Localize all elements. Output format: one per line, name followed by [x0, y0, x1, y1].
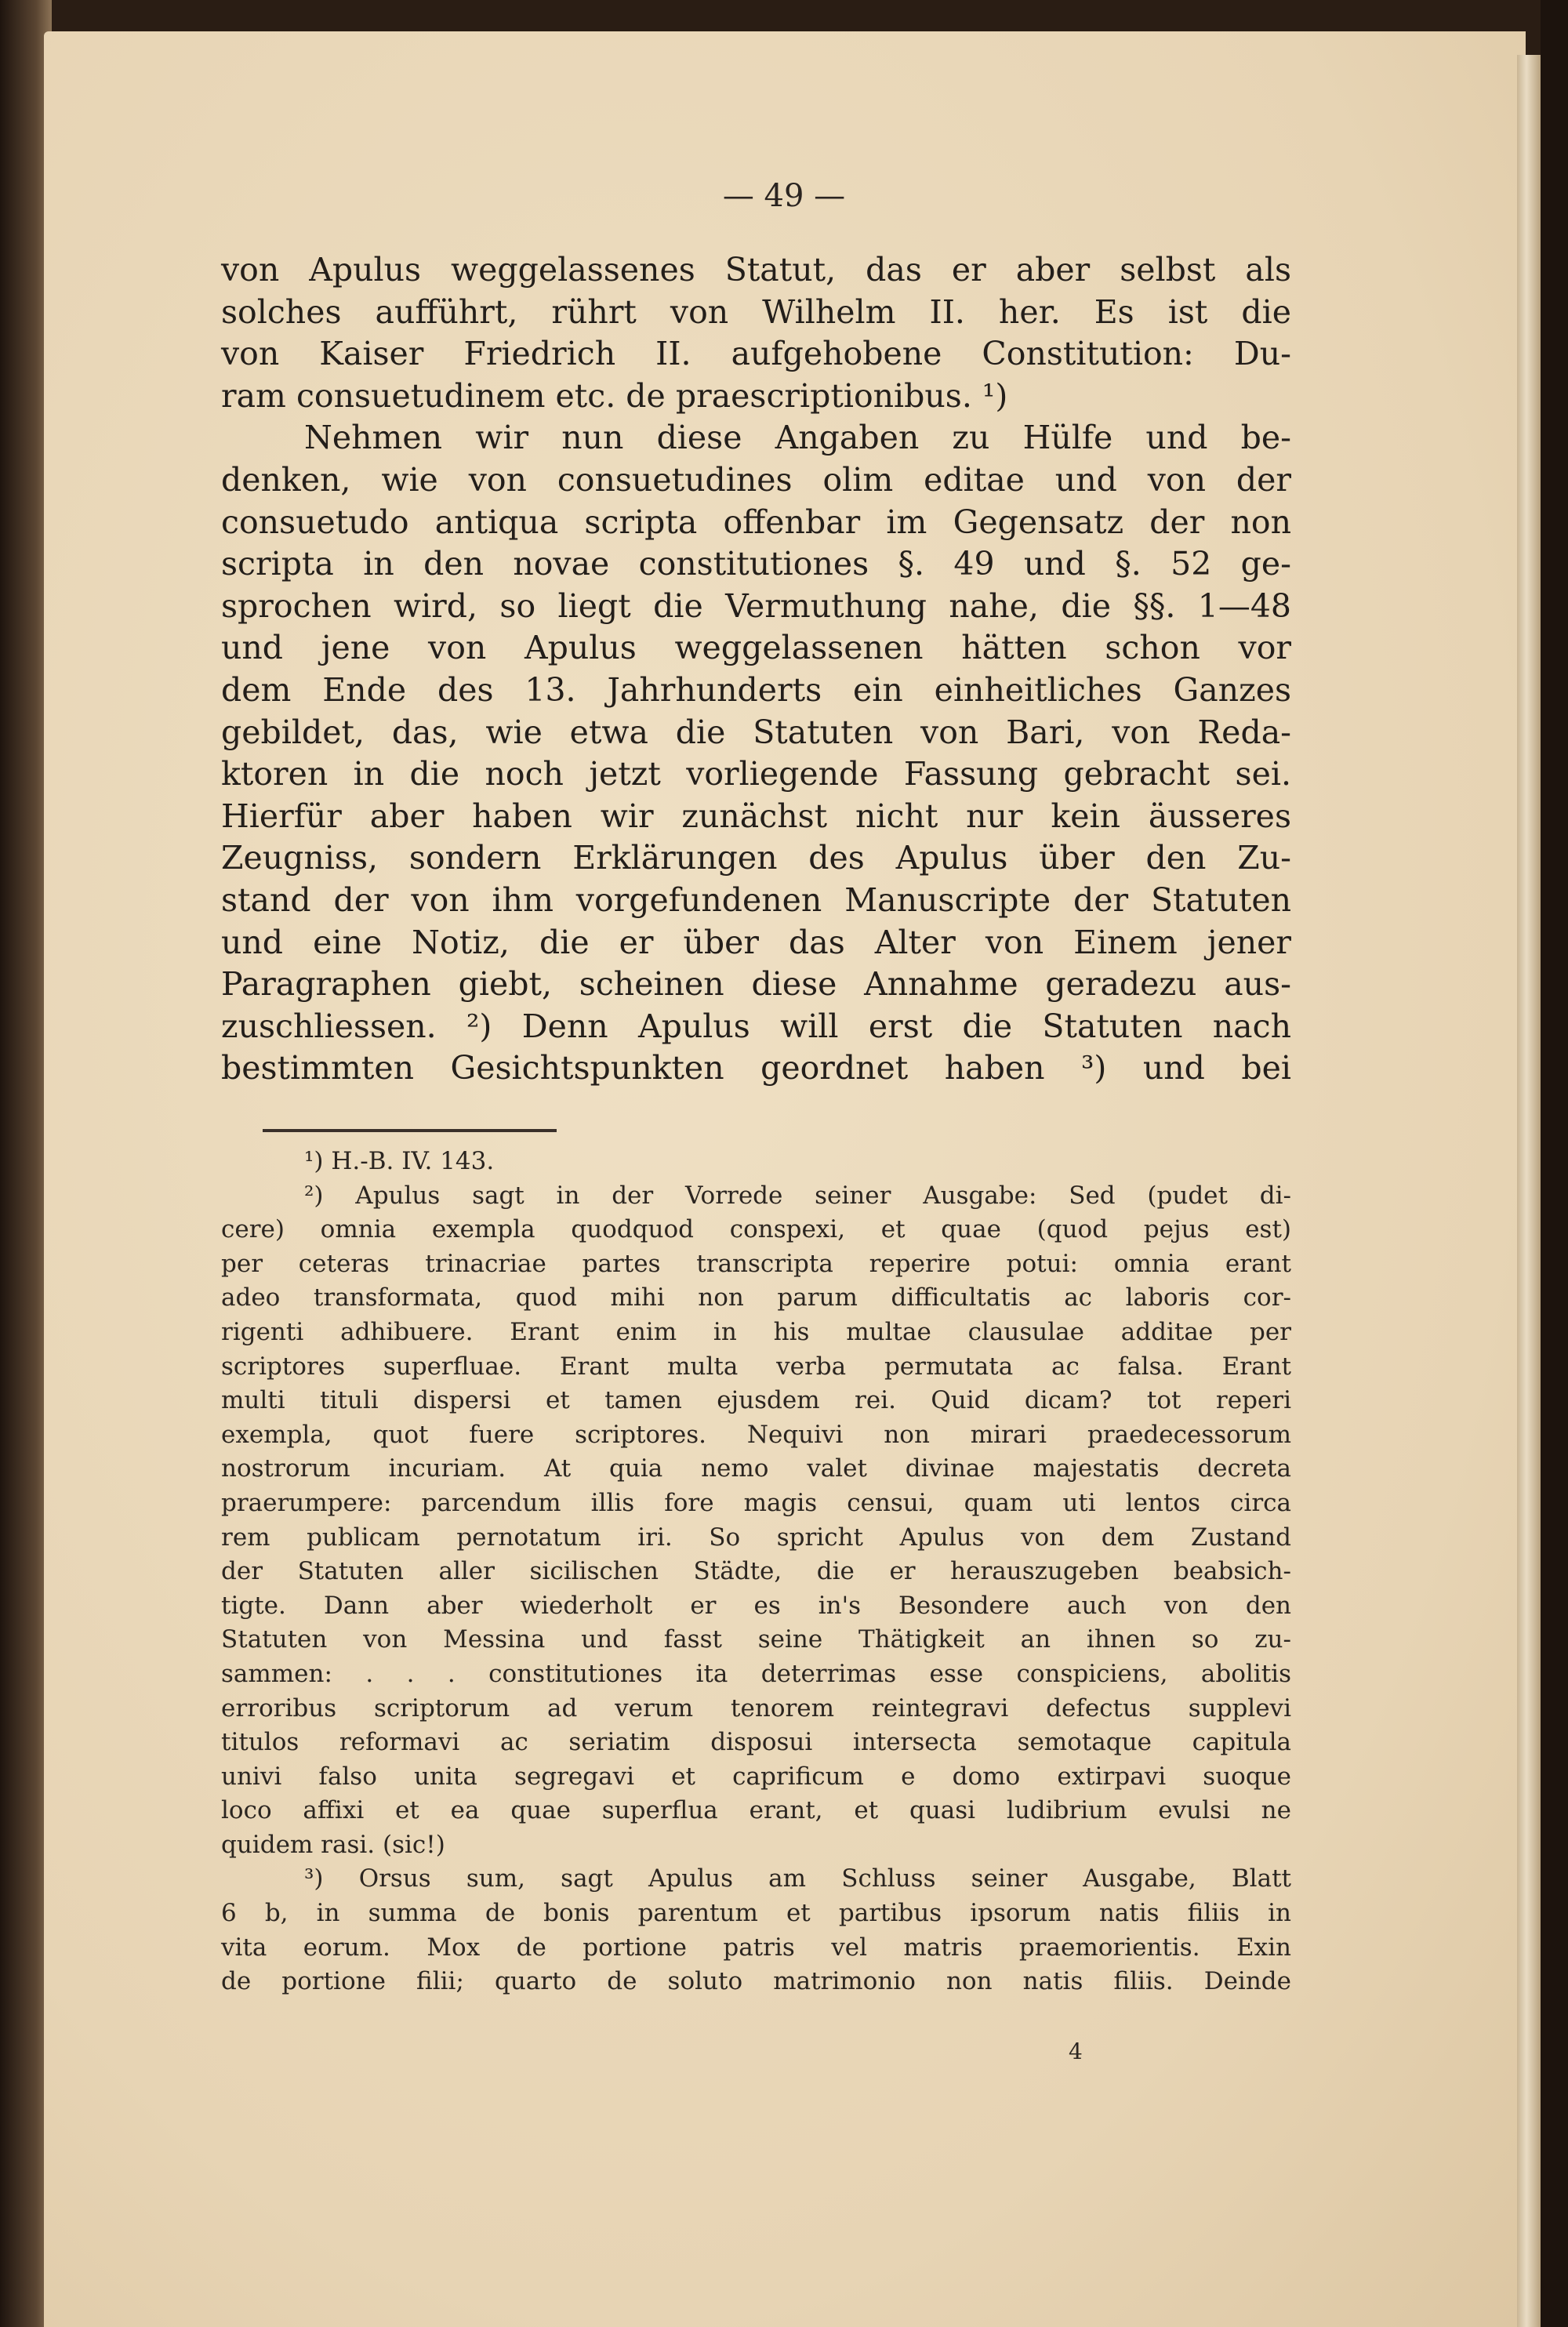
- text-line: scripta in den novae constitutiones §. 49 und §. 52 ge-: [221, 545, 1291, 583]
- footnote-line: loco affixi et ea quae superflua erant, et quasi ludibrium evulsi ne: [221, 1796, 1291, 1825]
- page-number: — 49 —: [722, 178, 846, 214]
- footnote-line: multi tituli dispersi et tamen ejusdem rei. Quid dicam? tot reperi: [221, 1386, 1291, 1415]
- footnote-line: adeo transformata, quod mihi non parum difficultatis ac laboris cor-: [221, 1283, 1291, 1312]
- footnote-line: der Statuten aller sicilischen Städte, die er herauszugeben beabsich-: [221, 1557, 1291, 1586]
- footnote-line: erroribus scriptorum ad verum tenorem reintegravi defectus supplevi: [221, 1694, 1291, 1723]
- footnote-line: Statuten von Messina und fasst seine Thätigkeit an ihnen so zu-: [221, 1625, 1291, 1654]
- footnote-line: cere) omnia exempla quodquod conspexi, et quae (quod pejus est): [221, 1215, 1291, 1244]
- footnote-line: titulos reformavi ac seriatim disposui intersecta semotaque capitula: [221, 1728, 1291, 1757]
- footnote-line: exempla, quot fuere scriptores. Nequivi non mirari praedecessorum: [221, 1420, 1291, 1449]
- text-line: bestimmten Gesichtspunkten geordnet haben ³) und bei: [221, 1049, 1291, 1087]
- text-line: zuschliessen. ²) Denn Apulus will erst die Statuten nach: [221, 1007, 1291, 1045]
- footnote-line: per ceteras trinacriae partes transcripta reperire potui: omnia erant: [221, 1249, 1291, 1278]
- text-line: ktoren in die noch jetzt vorliegende Fassung gebracht sei.: [221, 755, 1291, 793]
- text-line: solches aufführt, rührt von Wilhelm II. her. Es ist die: [221, 292, 1291, 331]
- footnote-rule: [263, 1129, 557, 1132]
- footnote-line: quidem rasi. (sic!): [221, 1830, 445, 1859]
- footnote-line: univi falso unita segregavi et caprificum e domo extirpavi suoque: [221, 1762, 1291, 1791]
- text-line: und eine Notiz, die er über das Alter von Einem jener: [221, 923, 1291, 961]
- text-line: von Apulus weggelassenes Statut, das er aber selbst als: [221, 251, 1291, 289]
- text-line: stand der von ihm vorgefundenen Manuscripte der Statuten: [221, 880, 1291, 919]
- footnote-line: rem publicam pernotatum iri. So spricht Apulus von dem Zustand: [221, 1523, 1291, 1552]
- footnote-line: sammen: . . . constitutiones ita deterrimas esse conspiciens, abolitis: [221, 1659, 1291, 1688]
- background: [1541, 0, 1568, 2327]
- text-line: und jene von Apulus weggelassenen hätten schon vor: [221, 629, 1291, 667]
- footnote-line: scriptores superfluae. Erant multa verba permutata ac falsa. Erant: [221, 1352, 1291, 1381]
- page-edges: [1517, 55, 1541, 2327]
- body-text: [221, 249, 1291, 1090]
- text-line: ram consuetudinem etc. de praescriptionibus. ¹): [221, 376, 1008, 415]
- footnote-line: praerumpere: parcendum illis fore magis censui, quam uti lentos circa: [221, 1488, 1291, 1517]
- text-line: consuetudo antiqua scripta offenbar im Gegensatz der non: [221, 503, 1291, 541]
- text-line: von Kaiser Friedrich II. aufgehobene Constitution: Du-: [221, 335, 1291, 373]
- footnote-line: nostrorum incuriam. At quia nemo valet divinae majestatis decreta: [221, 1454, 1291, 1483]
- text-line: sprochen wird, so liegt die Vermuthung nahe, die §§. 1—48: [221, 586, 1291, 625]
- footnote-line: ³) Orsus sum, sagt Apulus am Schluss seiner Ausgabe, Blatt: [304, 1864, 1291, 1893]
- text-line: Hierfür aber haben wir zunächst nicht nur kein äusseres: [221, 797, 1291, 835]
- footnote-line: tigte. Dann aber wiederholt er es in's Besondere auch von den: [221, 1591, 1291, 1620]
- text-line: Nehmen wir nun diese Angaben zu Hülfe und be-: [304, 419, 1291, 457]
- footnote-line: ¹) H.-B. IV. 143.: [304, 1147, 495, 1175]
- footnote-line: ²) Apulus sagt in der Vorrede seiner Ausgabe: Sed (pudet di-: [304, 1181, 1291, 1210]
- footnote-line: rigenti adhibuere. Erant enim in his multae clausulae additae per: [221, 1317, 1291, 1346]
- footnotes: [221, 1145, 1291, 1999]
- signature-mark: 4: [1069, 2038, 1083, 2064]
- text-line: Zeugniss, sondern Erklärungen des Apulus über den Zu-: [221, 839, 1291, 877]
- text-line: denken, wie von consuetudines olim editae und von der: [221, 460, 1291, 499]
- text-line: Paragraphen giebt, scheinen diese Annahme geradezu aus-: [221, 965, 1291, 1004]
- text-line: gebildet, das, wie etwa die Statuten von Bari, von Reda-: [221, 713, 1291, 751]
- footnote-line: vita eorum. Mox de portione patris vel matris praemorientis. Exin: [221, 1933, 1291, 1962]
- footnote-line: de portione filii; quarto de soluto matrimonio non natis filiis. Deinde: [221, 1967, 1291, 1996]
- text-line: dem Ende des 13. Jahrhunderts ein einheitliches Ganzes: [221, 670, 1291, 709]
- footnote-line: 6 b, in summa de bonis parentum et partibus ipsorum natis filiis in: [221, 1899, 1291, 1928]
